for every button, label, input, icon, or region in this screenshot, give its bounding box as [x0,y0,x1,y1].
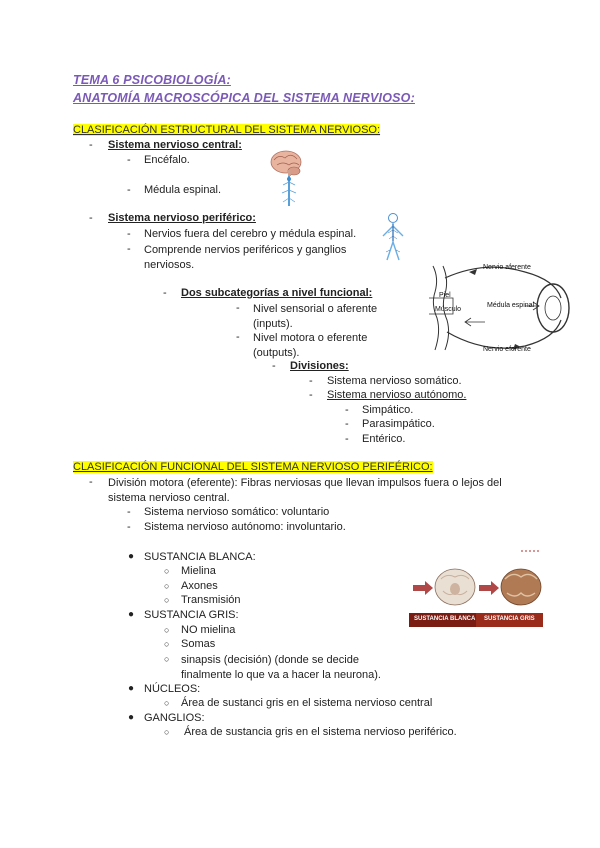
dash-marker: - [127,154,131,166]
label-medula-espinal: Médula espinal [487,302,535,309]
autonomo-simpatico: Simpático. [362,404,414,416]
section1-heading: CLASIFICACIÓN ESTRUCTURAL DEL SISTEMA NERVIOSO: [73,124,381,136]
dash-marker: - [127,506,131,518]
circle-marker: ○ [164,566,170,576]
reflex-arc-figure [425,258,575,358]
dash-marker: - [272,360,276,372]
dash-marker: - [345,433,349,445]
bullet-marker: ● [128,551,135,562]
bullet-sustancia-gris: SUSTANCIA GRIS: [144,609,239,621]
circle-marker: ○ [164,654,170,664]
dash-marker: - [236,331,240,343]
dash-marker: - [345,404,349,416]
sub-item-sensorial: Nivel sensorial o aferente (inputs). [253,303,378,330]
dash-marker: - [163,287,167,299]
blanca-item-axones: Axones [181,580,218,592]
brain-spinal-illustration [265,148,313,210]
nervous-system-body-illustration [378,212,408,264]
bullet-ganglios: GANGLIOS: [144,712,205,724]
gris-item-sinapsis: sinapsis (decisión) (donde se decide finalmente lo que va a hacer la neurona). [181,654,381,681]
section2-heading: CLASIFICACIÓN FUNCIONAL DEL SISTEMA NERVIOSO PERIFÉRICO: [73,461,433,473]
label-sustancia-gris: SUSTANCIA GRIS [484,616,535,622]
motor-item-autonomo: Sistema nervioso autónomo: involuntario. [144,521,346,533]
divisions-label: Divisiones: [290,360,349,372]
dash-marker: - [127,243,131,255]
label-nervio-eferente: Nervio eferente [483,346,531,353]
dash-marker: - [236,302,240,314]
circle-marker: ○ [164,698,170,708]
circle-marker: ○ [164,625,170,635]
division-autonomo: Sistema nervioso autónomo. [327,389,467,401]
bullet-marker: ● [128,712,135,723]
motor-division-text: División motora (eferente): Fibras nerviosas que llevan impulsos fuera o lejos del sistema nervioso central. [108,477,502,504]
bullet-nucleos: NÚCLEOS: [144,683,201,695]
motor-item-somatico: Sistema nervioso somático: voluntario [144,506,330,518]
snp-label: Sistema nervioso periférico: [108,212,256,224]
dash-marker: - [127,521,131,533]
bullet-marker: ● [128,683,135,694]
division-somatico: Sistema nervioso somático. [327,375,462,387]
functional-subcategories-label: Dos subcategorías a nivel funcional: [181,287,373,299]
dash-marker: - [127,184,131,196]
dash-marker: - [89,139,93,151]
snp-item-comprende: Comprende nervios periféricos y ganglios nerviosos. [144,244,347,271]
label-nervio-aferente: Nervio aferente [483,264,531,271]
dash-marker: - [345,418,349,430]
gris-item-somas: Somas [181,638,216,650]
autonomo-enterico: Entérico. [362,433,406,445]
dash-marker: - [89,476,93,488]
nucleos-item: Área de sustanci gris en el sistema nervioso central [181,697,433,709]
dash-marker: - [127,228,131,240]
ganglios-item: Área de sustancia gris en el sistema nervioso periférico. [184,726,457,738]
bullet-marker: ● [128,609,135,620]
label-sustancia-blanca: SUSTANCIA BLANCA [414,616,476,622]
bullet-sustancia-blanca: SUSTANCIA BLANCA: [144,551,256,563]
autonomo-parasimpatico: Parasimpático. [362,418,435,430]
label-musculo: Músculo [435,306,462,313]
circle-marker: ○ [164,727,170,737]
brain-section-figure [409,545,543,627]
brain-section-drawing [409,545,543,627]
circle-marker: ○ [164,595,170,605]
circle-marker: ○ [164,639,170,649]
dash-marker: - [309,389,313,401]
gris-item-no-mielina: NO mielina [181,624,236,636]
circle-marker: ○ [164,581,170,591]
snc-item-medula: Médula espinal. [144,184,222,196]
blanca-item-transmision: Transmisión [181,594,241,606]
sub-item-motora: Nivel motora o eferente (outputs). [253,332,368,359]
doc-title-line1: TEMA 6 PSICOBIOLOGÍA: [73,73,231,87]
doc-title-line2: ANATOMÍA MACROSCÓPICA DEL SISTEMA NERVIOSO: [73,91,415,105]
blanca-item-mielina: Mielina [181,565,216,577]
dash-marker: - [89,212,93,224]
snc-item-encefalo: Encéfalo. [144,154,190,166]
snc-label: Sistema nervioso central: [108,139,242,151]
snp-item-nervios-fuera: Nervios fuera del cerebro y médula espinal. [144,228,357,240]
dash-marker: - [309,375,313,387]
label-piel: Piel [439,292,451,299]
